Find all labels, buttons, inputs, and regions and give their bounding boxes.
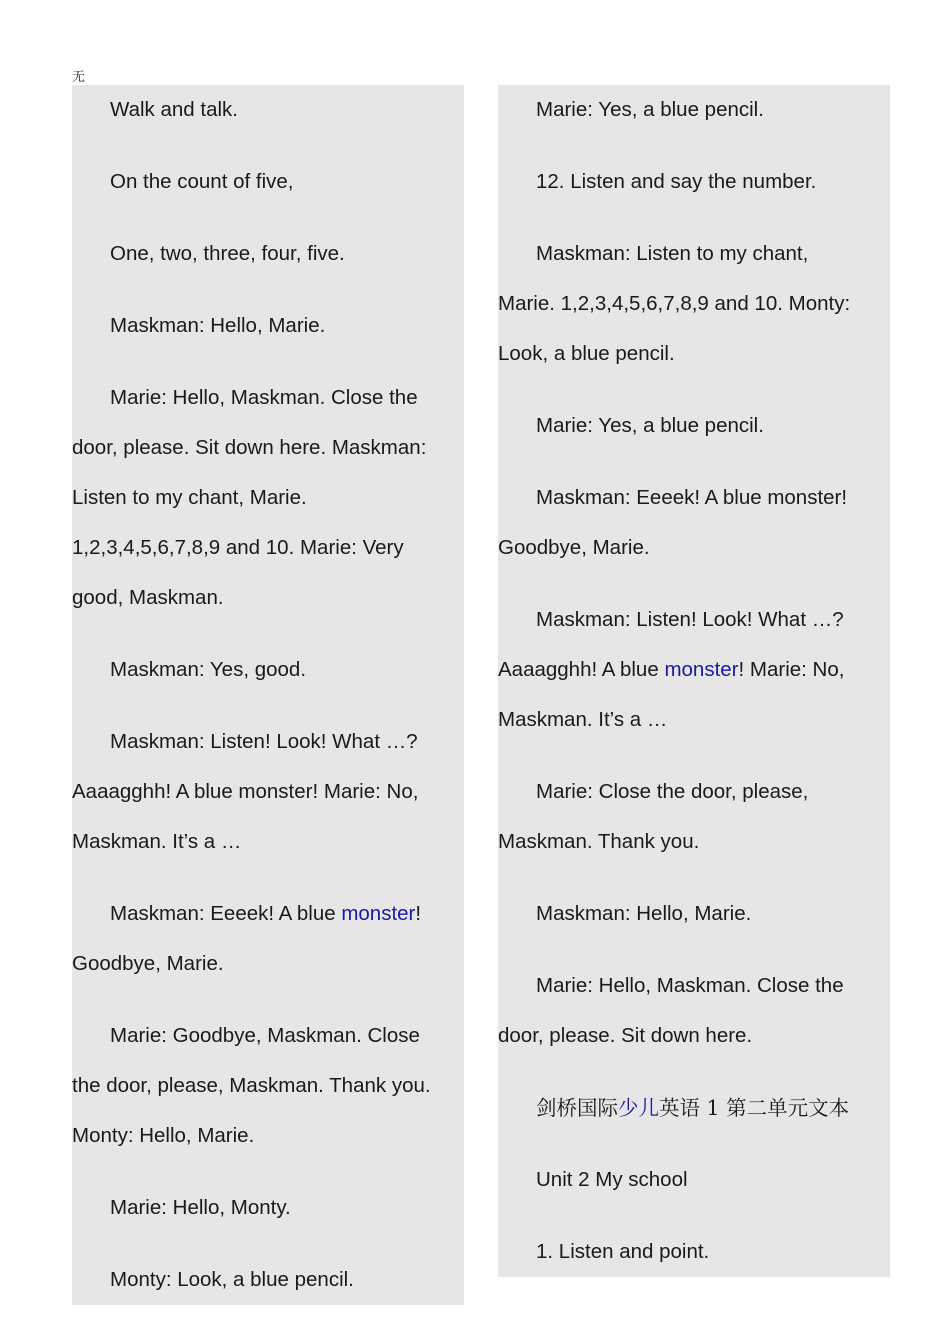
paragraph: One, two, three, four, five.	[110, 242, 345, 265]
paragraph	[498, 767, 890, 867]
paragraph: Maskman: Hello, Marie.	[536, 902, 752, 925]
paragraph-line	[498, 645, 890, 695]
paragraph-line: Maskman: Listen to my chant,	[536, 242, 809, 265]
paragraph-line: good, Maskman.	[72, 586, 224, 609]
paragraph: On the count of five,	[110, 170, 294, 193]
paragraph: Maskman: Hello, Marie.	[110, 314, 326, 337]
text-run: Aaaagghh! A blue	[498, 658, 665, 681]
text-run: Maskman: Eeeek! A blue	[110, 902, 342, 925]
paragraph-line: Monty: Hello, Marie.	[72, 1124, 255, 1147]
page-header-mark: 无	[72, 70, 86, 85]
paragraph: 1. Listen and point.	[536, 1240, 710, 1263]
paragraph: Walk and talk.	[110, 98, 238, 121]
paragraph	[498, 595, 890, 745]
paragraph-line: Maskman. It’s a …	[72, 830, 242, 853]
text-run: ! Marie: No,	[738, 658, 845, 681]
paragraph-line: Marie: Close the door, please,	[536, 780, 809, 803]
unit-title: Unit 2 My school	[536, 1168, 688, 1191]
paragraph-line: Marie: Goodbye, Maskman. Close	[110, 1024, 420, 1047]
paragraph-line: Maskman. It’s a …	[498, 708, 668, 731]
paragraph-line	[72, 889, 464, 939]
paragraph-line: Listen to my chant, Marie.	[72, 486, 307, 509]
paragraph: Marie: Yes, a blue pencil.	[536, 414, 764, 437]
paragraph	[72, 717, 464, 867]
paragraph-line: Maskman: Listen! Look! What …?	[536, 608, 844, 631]
paragraph: Maskman: Yes, good.	[110, 658, 307, 681]
paragraph	[498, 229, 890, 379]
paragraph-line: 1,2,3,4,5,6,7,8,9 and 10. Marie: Very	[72, 536, 404, 559]
paragraph	[72, 1011, 464, 1161]
paragraph: 12. Listen and say the number.	[536, 170, 817, 193]
paragraph-line: Maskman: Eeeek! A blue monster!	[536, 486, 848, 509]
paragraph	[72, 889, 464, 989]
paragraph-line: Maskman. Thank you.	[498, 830, 700, 853]
paragraph-line: Marie. 1,2,3,4,5,6,7,8,9 and 10. Monty:	[498, 292, 851, 315]
paragraph-line: Aaaagghh! A blue monster! Marie: No,	[72, 780, 419, 803]
text-run: !	[415, 902, 422, 925]
paragraph: Monty: Look, a blue pencil.	[110, 1268, 354, 1291]
monster-link[interactable]: monster	[664, 658, 739, 681]
paragraph-line: Marie: Hello, Maskman. Close the	[110, 386, 418, 409]
chinese-link[interactable]: 少儿	[618, 1096, 659, 1120]
right-text-column	[498, 85, 890, 1277]
paragraph-line: Marie: Hello, Maskman. Close the	[536, 974, 844, 997]
paragraph-line: Look, a blue pencil.	[498, 342, 675, 365]
text-run: 英语 1 第二单元文本	[659, 1096, 850, 1120]
monster-link[interactable]: monster	[341, 902, 416, 925]
paragraph	[498, 473, 890, 573]
paragraph-line: Goodbye, Marie.	[498, 536, 650, 559]
paragraph-line: Maskman: Listen! Look! What …?	[110, 730, 418, 753]
paragraph-line: Goodbye, Marie.	[72, 952, 224, 975]
paragraph-line: door, please. Sit down here. Maskman:	[72, 436, 427, 459]
paragraph: Marie: Hello, Monty.	[110, 1196, 291, 1219]
chinese-title	[498, 1083, 890, 1133]
paragraph	[72, 373, 464, 623]
paragraph-line: door, please. Sit down here.	[498, 1024, 753, 1047]
paragraph: Marie: Yes, a blue pencil.	[536, 98, 764, 121]
left-text-column	[72, 85, 464, 1305]
text-run: 剑桥国际	[536, 1096, 618, 1120]
paragraph	[498, 961, 890, 1061]
paragraph-line: the door, please, Maskman. Thank you.	[72, 1074, 431, 1097]
